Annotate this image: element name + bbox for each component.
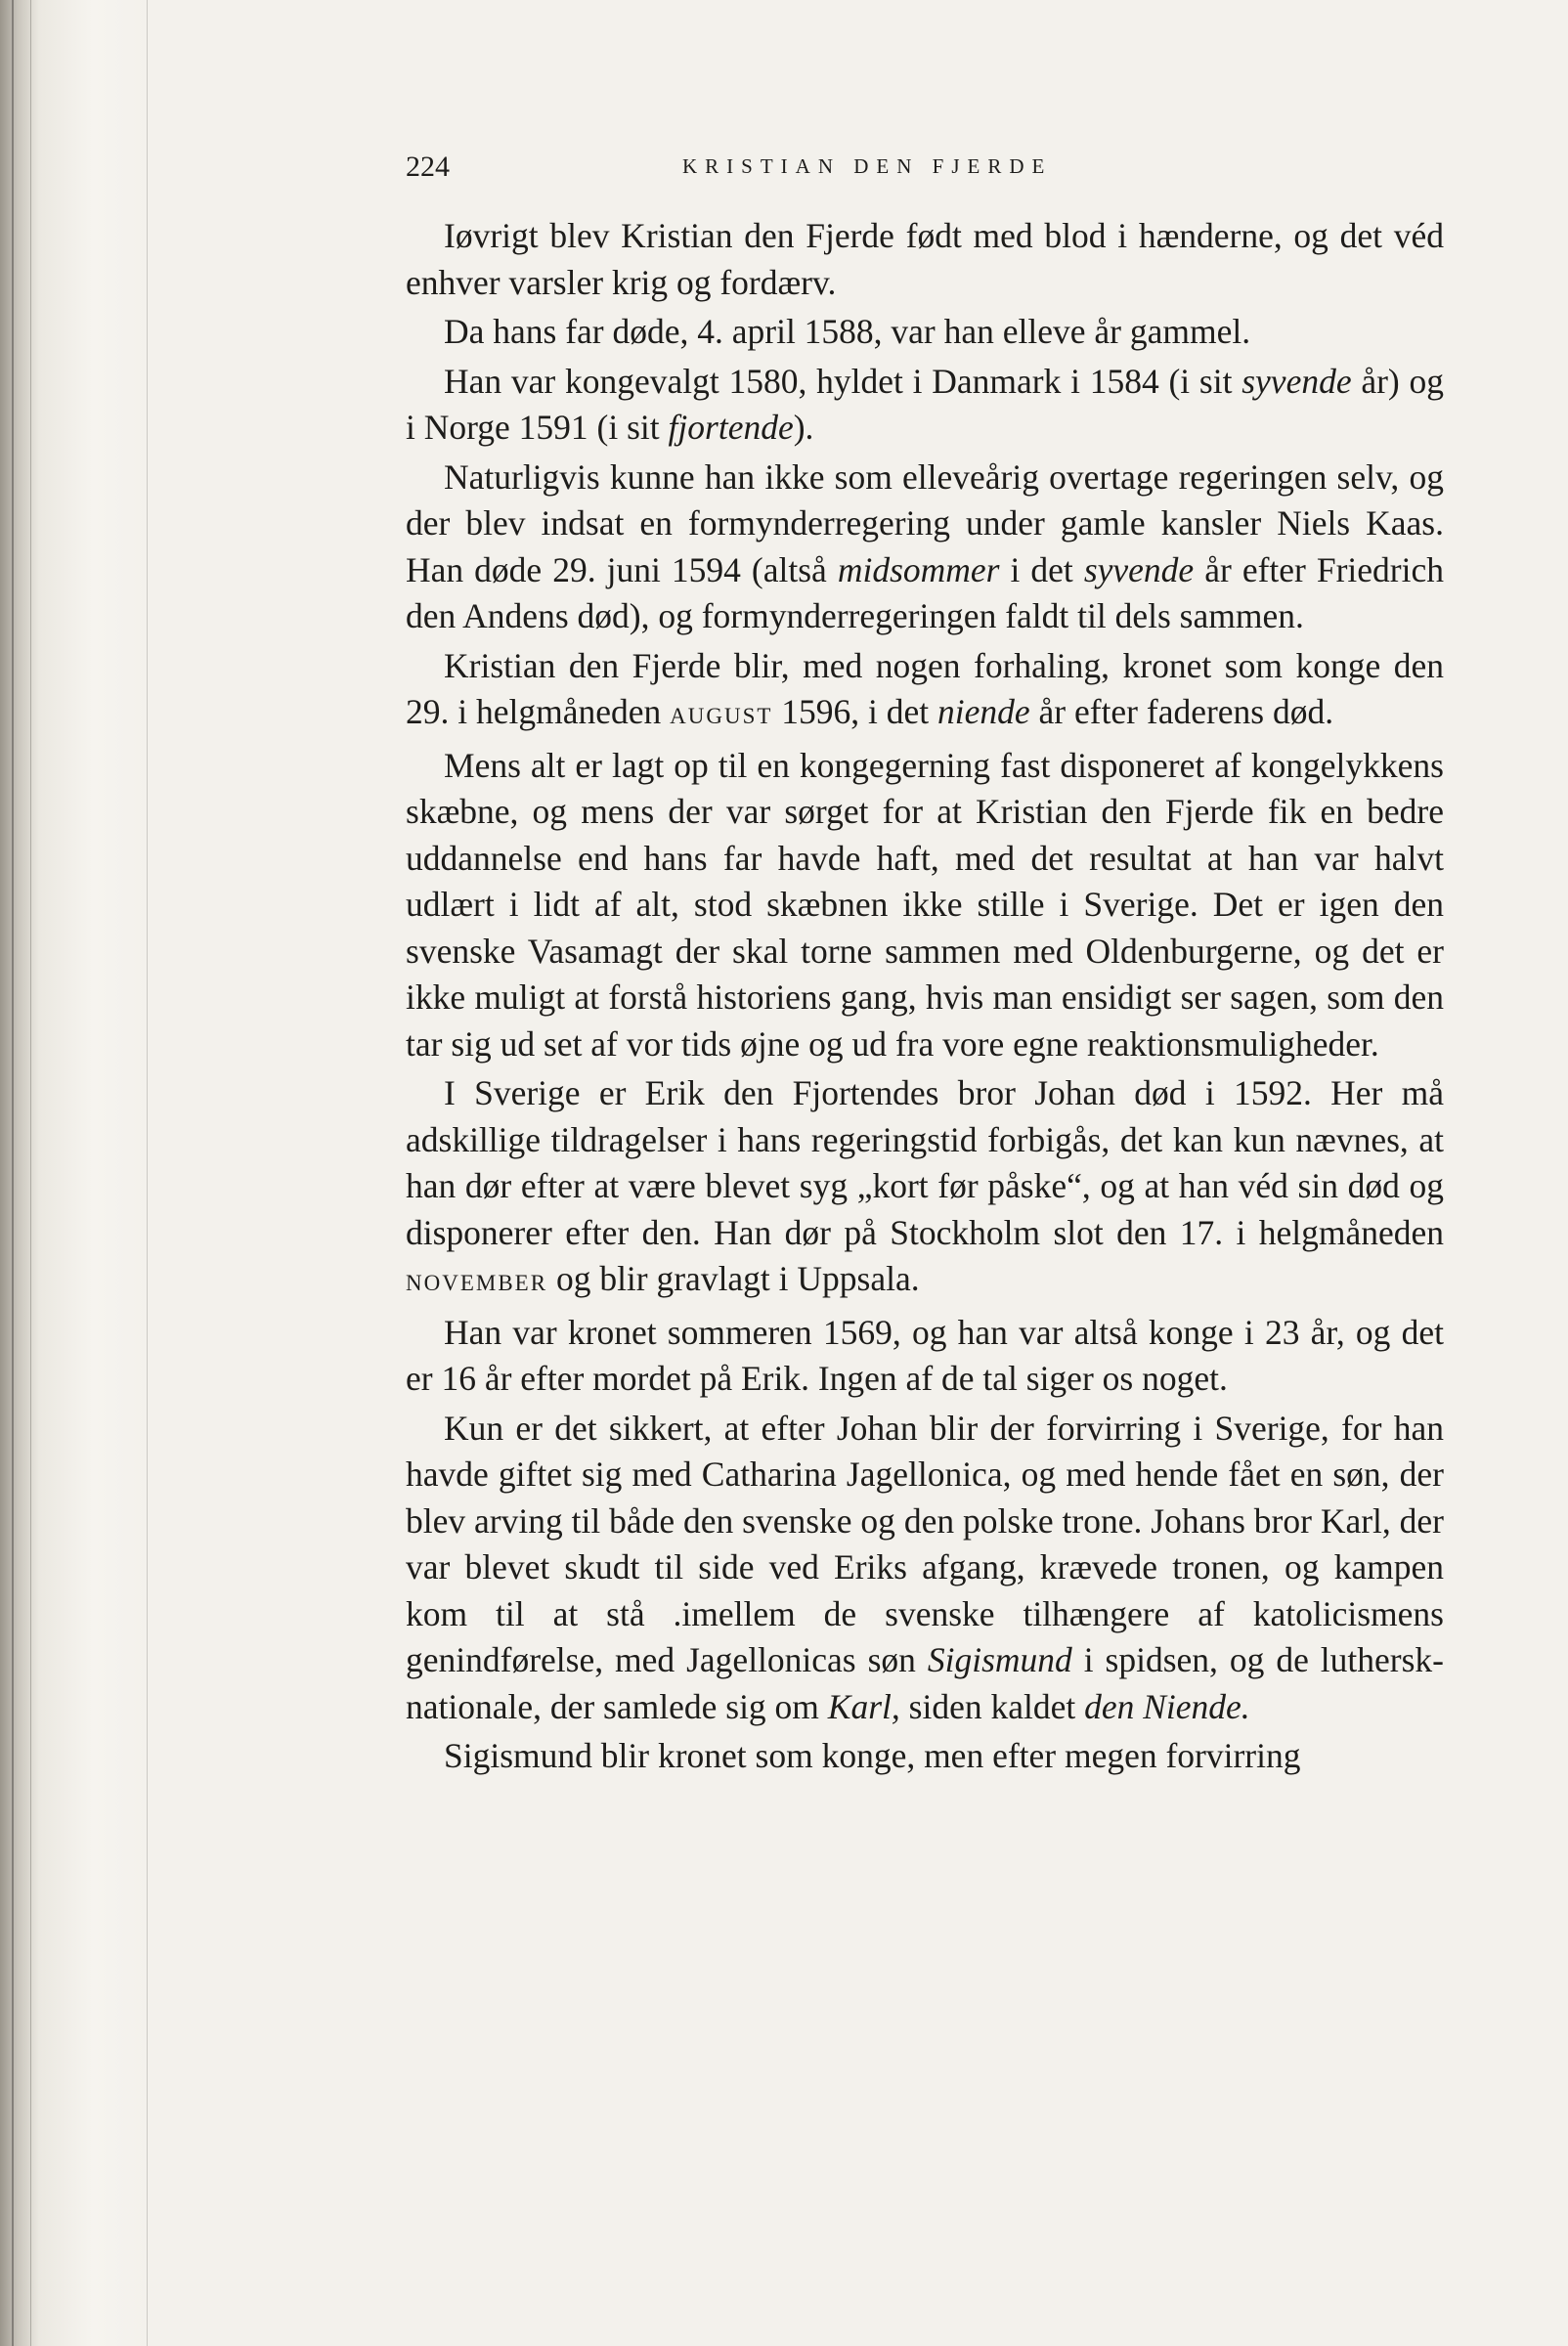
text-run: år efter Friedrich den Andens død), og formynderregeringen faldt til dels sammen. xyxy=(406,549,1444,635)
italic-text: midsommer xyxy=(837,549,1000,589)
italic-text: fjortende xyxy=(668,408,794,447)
running-head xyxy=(406,147,1444,186)
text-run: 1596, i det xyxy=(772,692,938,731)
text-run: i det xyxy=(999,549,1084,589)
paragraph xyxy=(406,1310,1444,1403)
text-run: Han var kronet sommeren 1569, og han var altså konge i 23 år, og det er 16 år efter mordet på Erik. Ingen af de tal siger os noget. xyxy=(406,1312,1444,1398)
text-run: Kristian den Fjerde blir, med nogen forhaling, kronet som konge den 29. i helgmåneden xyxy=(406,645,1444,731)
small-caps-text: NOVEMBER xyxy=(406,1271,548,1295)
gutter-shadow-line xyxy=(30,0,31,2346)
text-run: Iøvrigt blev Kristian den Fjerde født med blod i hænderne, og det véd enhver varsler krig og fordærv. xyxy=(406,216,1444,302)
paragraph xyxy=(406,309,1444,356)
text-run: Mens alt er lagt op til en kongegerning fast disponeret af kongelykkens skæbne, og mens der var sørget for at Kristian den Fjerde fik en bedre uddannelse end hans far havde haft, med det resultat at han var halvt udlært i lidt af alt, stod skæbnen ikke stille i Sverige. Det er igen den svenske Vasamagt der skal torne sammen med Oldenburgerne, og det er ikke muligt at forstå historiens gang, hvis man ensidigt ser sagen, som den tar sig ud set af vor tids øjne og ud fra vore egne reaktionsmuligheder. xyxy=(406,745,1444,1064)
text-run: siden kaldet xyxy=(899,1686,1085,1726)
italic-text: Karl, xyxy=(827,1686,900,1726)
scan-gutter xyxy=(0,0,147,2346)
text-run: Da hans far døde, 4. april 1588, var han elleve år gammel. xyxy=(444,312,1251,351)
text-run: Kun er det sikkert, at efter Johan blir der forvirring i Sverige, for han havde giftet sig med Catharina Jagellonica, og med hende fået en søn, der blev arving til både den svenske og den polske trone. Johans bror Karl, der var blevet skudt til side ved Eriks afgang, krævede tronen, og kampen kom til at stå .imellem de svenske tilhængere af katolicismens genindførelse, med Jagellonicas søn xyxy=(406,1408,1444,1679)
paragraph xyxy=(406,1406,1444,1731)
italic-text: syvende xyxy=(1083,549,1195,589)
italic-text: Sigismund xyxy=(927,1640,1072,1679)
text-run: ). xyxy=(793,408,814,447)
text-run: Sigismund blir kronet som konge, men efter megen forvirring xyxy=(444,1736,1301,1775)
running-title: KRISTIAN DEN FJERDE xyxy=(682,154,1053,178)
small-caps-text: AUGUST xyxy=(670,704,773,728)
text-run: og blir gravlagt i Uppsala. xyxy=(547,1259,920,1298)
paragraph xyxy=(406,1733,1444,1780)
italic-text: syvende xyxy=(1241,361,1352,401)
text-run: år) og i Norge 1591 (i sit xyxy=(406,361,1445,447)
text-run: Naturligvis kunne han ikke som elleveårig overtage regeringen selv, og der blev indsat en formynderregering under gamle kansler Niels Kaas. Han døde 29. juni 1594 (altså xyxy=(406,456,1444,589)
text-run: Han var kongevalgt 1580, hyldet i Danmark i 1584 (i sit xyxy=(444,361,1242,401)
paragraph xyxy=(406,743,1444,1068)
gutter-shadow-line xyxy=(12,0,14,2346)
page-number: 224 xyxy=(406,151,450,183)
text-run: år efter faderens død. xyxy=(1029,692,1334,731)
paragraph xyxy=(406,213,1444,306)
paragraph xyxy=(406,359,1444,452)
paragraph xyxy=(406,1070,1444,1307)
text-run: I Sverige er Erik den Fjortendes bror Johan død i 1592. Her må adskillige tildragelser i hans regeringstid forbigås, det kan kun nævnes, at han dør efter at være blevet syg „kort før påske“, og at han véd sin død og disponerer efter den. Han dør på Stockholm slot den 17. i helgmåneden xyxy=(406,1073,1444,1252)
italic-text: den Niende. xyxy=(1084,1686,1250,1726)
italic-text: niende xyxy=(937,692,1030,731)
book-page xyxy=(406,147,1444,1783)
paragraph xyxy=(406,643,1444,740)
body-text xyxy=(406,213,1444,1780)
paragraph xyxy=(406,455,1444,640)
text-run: i spidsen, og de luthersk-nationale, der samlede sig om xyxy=(406,1640,1445,1726)
gutter-shadow-line xyxy=(147,0,148,2346)
